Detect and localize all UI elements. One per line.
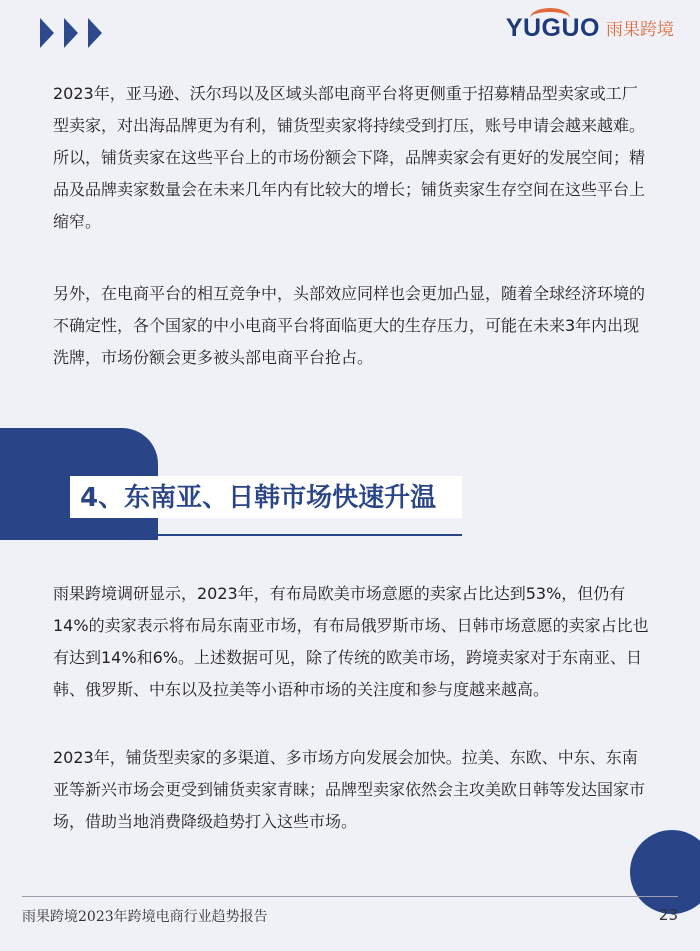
footer-divider bbox=[22, 896, 678, 897]
logo-mark bbox=[506, 14, 600, 43]
arrow-decoration bbox=[40, 18, 102, 48]
arrow-icon bbox=[88, 18, 102, 48]
paragraph-1: 2023年，亚马逊、沃尔玛以及区域头部电商平台将更侧重于招募精品型卖家或工厂型卖家，对出海品牌更为有利，铺货型卖家将持续受到打压，账号申请会越来越难。所以，铺货卖家在这些平台上的市场份额会下降，品牌卖家会有更好的发展空间；精品及品牌卖家数量会在未来几年内有比较大的增长；铺货卖家生存空间在这些平台上缩窄。 bbox=[53, 84, 646, 231]
logo-arc-icon bbox=[530, 8, 570, 28]
brand-logo bbox=[506, 14, 674, 43]
paragraph-4: 2023年，铺货型卖家的多渠道、多市场方向发展会加快。拉美、东欧、中东、东南亚等新兴市场会更受到铺货卖家青睐；品牌型卖家依然会主攻美欧日韩等发达国家市场，借助当地消费降级趋势打入这些市场。 bbox=[53, 748, 646, 831]
logo-cn-text: 雨果跨境 bbox=[606, 20, 674, 40]
paragraph-3: 雨果跨境调研显示，2023年，有布局欧美市场意愿的卖家占比达到53%，但仍有14%的卖家表示将布局东南亚市场，有布局俄罗斯市场、日韩市场意愿的卖家占比也有达到14%和6%。上述数据可见，除了传统的欧美市场，跨境卖家对于东南亚、日韩、俄罗斯、中东以及拉美等小语种市场的关注度和参与度越来越高。 bbox=[53, 584, 649, 699]
section-band-line bbox=[0, 534, 462, 536]
arrow-icon bbox=[64, 18, 78, 48]
corner-decoration bbox=[630, 830, 700, 914]
logo-brand-text: YUGUO bbox=[505, 14, 600, 42]
section-heading: 4、东南亚、日韩市场快速升温 bbox=[80, 483, 437, 513]
paragraph-2: 另外，在电商平台的相互竞争中，头部效应同样也会更加凸显，随着全球经济环境的不确定性，各个国家的中小电商平台将面临更大的生存压力，可能在未来3年内出现洗牌，市场份额会更多被头部电商平台抢占。 bbox=[53, 284, 646, 367]
page-number: 23 bbox=[658, 906, 678, 924]
footer-report-title: 雨果跨境2023年跨境电商行业趋势报告 bbox=[22, 909, 268, 925]
arrow-icon bbox=[40, 18, 54, 48]
